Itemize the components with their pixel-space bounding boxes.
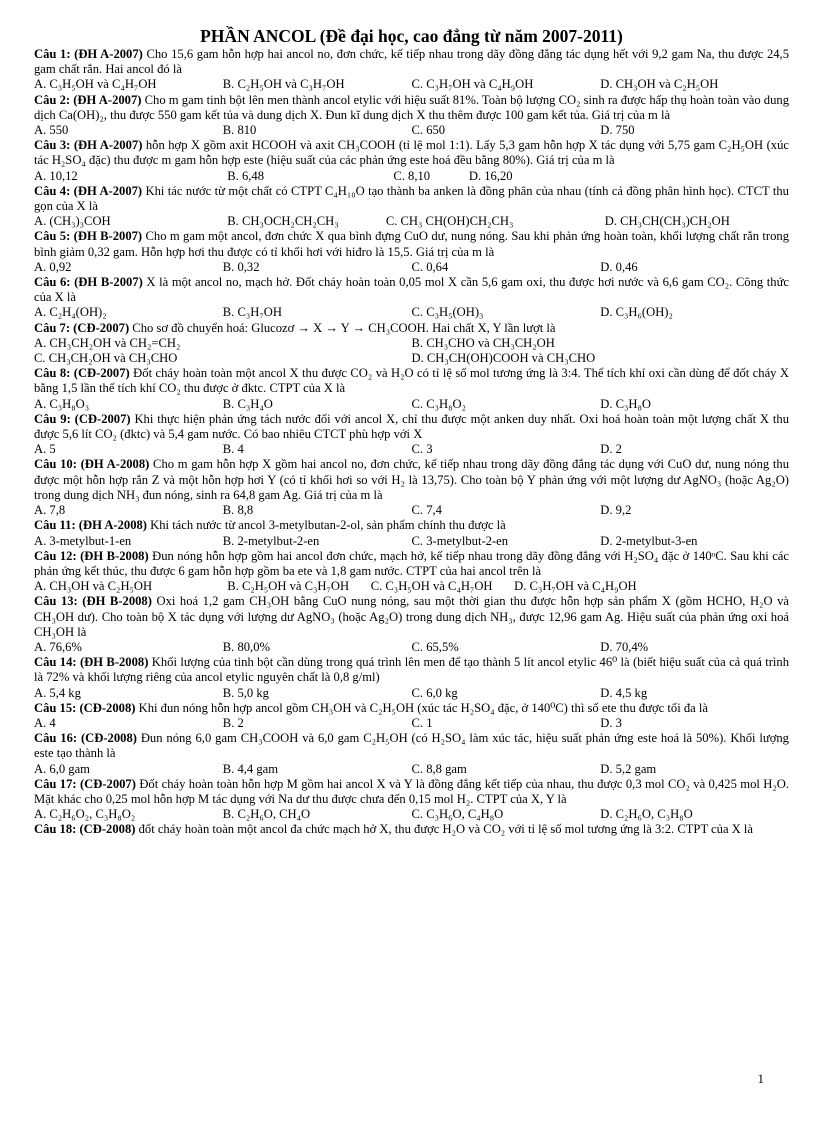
question-15 (34, 701, 789, 731)
question-text (34, 701, 789, 716)
answer-option: D. 2 (600, 442, 622, 457)
question-heading: Câu 3: (ĐH A-2007) (34, 138, 143, 153)
question-13 (34, 594, 789, 655)
question-12 (34, 549, 789, 595)
answer-options-row (34, 442, 789, 457)
answer-option: A. 7,8 (34, 503, 66, 518)
answer-option: A. C₃H₈O₃ (34, 396, 90, 411)
question-16 (34, 731, 789, 777)
question-text (34, 549, 789, 579)
question-text (34, 412, 789, 442)
question-text (34, 518, 789, 533)
question-7 (34, 321, 789, 367)
answer-option: B. C₃H₄O (222, 396, 273, 411)
answer-option: C. 0,64 (411, 259, 449, 274)
question-heading: Câu 14: (ĐH B-2008) (34, 655, 149, 670)
question-body: Khi tách nước từ ancol 3-metylbutan-2-ol, sản phẩm chính thu được là (147, 518, 506, 533)
question-body: Đốt cháy hoàn toàn hỗn hợp M gồm hai ancol X và Y là đồng đẳng kết tiếp của nhau, thu được 0,3 mol CO₂ và 0,425 mol H₂O. Mặt khác cho 0,25 mol hỗn hợp M tác dụng với Na dư thu được chưa đến 0,15 mol H₂. CTPT của X, Y là (34, 776, 789, 806)
answer-option: B. 2 (222, 715, 244, 730)
question-5 (34, 229, 789, 275)
answer-options-row (34, 351, 789, 366)
question-heading: Câu 8: (CĐ-2007) (34, 366, 130, 381)
question-11 (34, 518, 789, 548)
answer-option: D. C₃H₇OH và C₄H₉OH (514, 579, 637, 594)
question-text (34, 731, 789, 761)
answer-option: C. CH₃CH₂OH và CH₃CHO (34, 351, 178, 366)
answer-option: B. C₂H₅OH và C₃H₇OH (227, 579, 350, 594)
question-heading: Câu 11: (ĐH A-2008) (34, 518, 147, 533)
question-body: hỗn hợp X gồm axit HCOOH và axit CH₃COOH (tỉ lệ mol 1:1). Lấy 5,3 gam hỗn hợp X tác dụng với 5,75 gam C₂H₅OH (xúc tác H₂SO₄ đặc) thu được m gam hỗn hợp este (hiệu suất của các phản ứng este hoá đều bằng 80%). Giá trị của m là (34, 138, 789, 168)
answer-option: B. 6,48 (227, 168, 265, 183)
question-text (34, 138, 789, 168)
answer-options-row (34, 686, 789, 701)
answer-option: A. 10,12 (34, 168, 78, 183)
answer-option: A. C₃H₅OH và C₄H₇OH (34, 77, 157, 92)
answer-option: D. 70,4% (600, 639, 649, 654)
question-body: Cho 15,6 gam hỗn hợp hai ancol no, đơn chức, kế tiếp nhau trong dãy đồng đẳng tác dụng hết với 9,2 gam Na, thu được 24,5 gam chất rắn. Hai ancol đó là (34, 47, 789, 77)
answer-option: C. 8,8 gam (411, 761, 467, 776)
answer-option: B. 4 (222, 442, 244, 457)
answer-options-row (34, 305, 789, 320)
question-heading: Câu 5: (ĐH B-2007) (34, 229, 143, 244)
answer-options-row (34, 807, 789, 822)
answer-option: C. C₃H₆O, C₄H₈O (411, 807, 504, 822)
question-body: đốt cháy hoàn toàn một ancol đa chức mạch hở X, thu được H₂O và CO₂ với tỉ lệ số mol tương ứng là 3:2. CTPT của X là (135, 822, 754, 837)
question-8 (34, 366, 789, 412)
answer-option: A. CH₃CH₂OH và CH₂=CH₂ (34, 335, 181, 350)
answer-option: D. 2-metylbut-3-en (600, 533, 698, 548)
answer-option: D. 0,46 (600, 259, 638, 274)
question-1 (34, 47, 789, 93)
question-body: Đun nóng hỗn hợp gồm hai ancol đơn chức, mạch hở, kế tiếp nhau trong dãy đồng đẳng với H₂SO₄ đặc ở 140ᵒC. Sau khi các phản ứng kết thúc, thu được 6 gam hỗn hợp gồm ba ete và 1,8 gam nước. CTPT của hai ancol trên là (34, 548, 789, 578)
question-heading: Câu 1: (ĐH A-2007) (34, 47, 143, 61)
answer-options-row (34, 260, 789, 275)
answer-option: D. C₃H₈O (600, 396, 652, 411)
answer-option: D. 16,20 (468, 168, 513, 183)
answer-options-row (34, 336, 789, 351)
answer-options-row (34, 762, 789, 777)
question-text (34, 777, 789, 807)
question-heading: Câu 13: (ĐH B-2008) (34, 594, 152, 609)
answer-option: C. C₃H₈O₂ (411, 396, 466, 411)
answer-option: B. 5,0 kg (222, 685, 269, 700)
answer-option: B. 0,32 (222, 259, 260, 274)
question-heading: Câu 12: (ĐH B-2008) (34, 548, 149, 563)
answer-option: C. 1 (411, 715, 433, 730)
question-9 (34, 412, 789, 458)
answer-option: B. CH₃CHO và CH₃CH₂OH (411, 335, 555, 350)
question-18 (34, 822, 789, 837)
answer-options-row (34, 77, 789, 92)
question-body: Khi đun nóng hỗn hợp ancol gồm CH₃OH và C₂H₅OH (xúc tác H₂SO₄ đặc, ở 140⁰C) thì số ete thu được tối đa là (135, 700, 708, 715)
answer-options-row (34, 503, 789, 518)
answer-option: A. C₂H₄(OH)₂ (34, 305, 107, 320)
answer-option: B. CH₃OCH₂CH₂CH₃ (227, 214, 339, 229)
answer-option: B. 80,0% (222, 639, 270, 654)
question-heading: Câu 17: (CĐ-2007) (34, 776, 136, 791)
question-text (34, 275, 789, 305)
answer-option: C. 7,4 (411, 503, 442, 518)
answer-option: C. 6,0 kg (411, 685, 458, 700)
answer-option: A. C₂H₆O₂, C₃H₈O₂ (34, 807, 136, 822)
question-text (34, 184, 789, 214)
question-list (34, 47, 789, 838)
answer-option: A. 5,4 kg (34, 685, 81, 700)
question-body: Đun nóng 6,0 gam CH₃COOH và 6,0 gam C₂H₅OH (có H₂SO₄ làm xúc tác, hiệu suất phản ứng este hoá là 50%). Khối lượng este tạo thành là (34, 731, 789, 761)
question-text (34, 229, 789, 259)
answer-option: C. 8,10 (393, 168, 431, 183)
answer-option: B. 2-metylbut-2-en (222, 533, 320, 548)
answer-option: B. C₃H₇OH (222, 305, 282, 320)
answer-option: A. 5 (34, 442, 56, 457)
question-6 (34, 275, 789, 321)
answer-option: D. C₃H₆(OH)₂ (600, 305, 673, 320)
answer-option: A. 550 (34, 123, 69, 138)
answer-option: D. CH₃CH(OH)COOH và CH₃CHO (411, 351, 596, 366)
answer-option: D. 9,2 (600, 503, 632, 518)
question-4 (34, 184, 789, 230)
question-text (34, 594, 789, 640)
answer-options-row (34, 534, 789, 549)
document-page (34, 26, 789, 838)
question-text (34, 655, 789, 685)
question-body: Cho m gam hỗn hợp X gồm hai ancol no, đơn chức, kế tiếp nhau trong dãy đồng đẳng tác dụng với CuO dư, nung nóng thu được một hỗn hợp rắn Z và một hỗn hợp hơi Y (có tỉ khối hơi so với H₂ là 13,75). Cho toàn bộ Y phản ứng với một lượng dư AgNO₃ (hoặc Ag₂O) trong dung dịch NH₃ đun nóng, sinh ra 64,8 gam Ag. Giá trị của m là (34, 457, 789, 502)
answer-option: A. 3-metylbut-1-en (34, 533, 132, 548)
question-body: Khi thực hiện phản ứng tách nước đối với ancol X, chỉ thu được một anken duy nhất. Oxi hoá hoàn toàn một lượng chất X thu được 5,6 lít CO₂ (đktc) và 5,4 gam nước. Có bao nhiêu CTCT phù hợp với X (34, 411, 789, 442)
question-17 (34, 777, 789, 823)
answer-options-row (34, 123, 789, 138)
answer-option: A. 0,92 (34, 259, 72, 274)
answer-option: D. CH₃OH và C₂H₅OH (600, 77, 719, 92)
answer-options-row (34, 716, 789, 731)
question-text (34, 822, 789, 837)
question-heading: Câu 18: (CĐ-2008) (34, 822, 136, 837)
question-heading: Câu 10: (ĐH A-2008) (34, 457, 150, 472)
question-body: Khi tác nước từ một chất có CTPT C₄H₁₀O tạo thành ba anken là đồng phân của nhau (tính cả đồng phân hình học). CTCT thu gọn của X là (34, 183, 789, 214)
answer-options-row (34, 397, 789, 412)
question-body: Đốt cháy hoàn toàn một ancol X thu được CO₂ và H₂O có tỉ lệ số mol tương ứng là 3:4. Thể tích khí oxi cần dùng để đốt cháy X bằng 1,5 lần thể tích khí CO₂ thu được ở đktc. CTPT của X là (34, 366, 789, 396)
answer-option: A. 6,0 gam (34, 761, 90, 776)
answer-options-row (34, 579, 789, 594)
question-heading: Câu 9: (CĐ-2007) (34, 411, 131, 426)
answer-option: C. C₃H₅OH và C₄H₇OH (370, 579, 493, 594)
answer-options-row (34, 640, 789, 655)
answer-option: B. C₂H₆O, CH₄O (222, 807, 311, 822)
answer-option: D. 750 (600, 123, 635, 138)
answer-option: B. 8,8 (222, 503, 254, 518)
answer-options-row (34, 214, 789, 229)
question-heading: Câu 16: (CĐ-2008) (34, 731, 137, 746)
question-text (34, 321, 789, 336)
answer-option: C. C₃H₅(OH)₃ (411, 305, 484, 320)
answer-option: A. 76,6% (34, 639, 82, 654)
answer-option: D. CH₃CH(CH₃)CH₂OH (604, 214, 730, 229)
question-10 (34, 457, 789, 518)
question-text (34, 366, 789, 396)
answer-option: A. (CH₃)₃COH (34, 214, 111, 229)
answer-option: D. C₂H₆O, C₃H₈O (600, 807, 693, 822)
question-text (34, 47, 789, 77)
question-heading: Câu 7: (CĐ-2007) (34, 320, 130, 335)
page-number: 1 (757, 1071, 764, 1086)
answer-option: C. 650 (411, 123, 446, 138)
question-body: Cho m gam tinh bột lên men thành ancol etylic với hiệu suất 81%. Toàn bộ lượng CO₂ sinh ra được hấp thụ hoàn toàn vào dung dịch Ca(OH)₂, thu được 550 gam kết tủa và dung dịch X. Đun kĩ dung dịch X thu thêm được 100 gam kết tủa. Giá trị của m là (34, 92, 789, 122)
question-2 (34, 93, 789, 139)
question-14 (34, 655, 789, 701)
answer-option: B. C₂H₅OH và C₃H₇OH (222, 77, 345, 92)
answer-option: C. 65,5% (411, 639, 459, 654)
page-title: PHẦN ANCOL (Đề đại học, cao đẳng từ năm 2007-2011) (200, 26, 623, 46)
answer-option: A. 4 (34, 715, 56, 730)
answer-option: B. 4,4 gam (222, 761, 279, 776)
answer-option: B. 810 (222, 123, 257, 138)
answer-option: D. 5,2 gam (600, 761, 657, 776)
question-heading: Câu 15: (CĐ-2008) (34, 700, 136, 715)
question-body: X là một ancol no, mạch hở. Đốt cháy hoàn toàn 0,05 mol X cần 5,6 gam oxi, thu được hơi nước và 6,6 gam CO₂. Công thức của X là (34, 275, 789, 305)
answer-option: D. 4,5 kg (600, 685, 648, 700)
question-heading: Câu 4: (ĐH A-2007) (34, 183, 143, 198)
question-body: Khối lượng của tinh bột cần dùng trong quá trình lên men để tạo thành 5 lít ancol etylic 46⁰ là (biết hiệu suất của cả quá trình là 72% và khối lượng riêng của ancol etylic nguyên chất là 0,8 g/ml) (34, 655, 789, 685)
question-body: Cho m gam một ancol, đơn chức X qua bình đựng CuO dư, nung nóng. Sau khi phản ứng hoàn toàn, khối lượng chất rắn trong bình giảm 0,32 gam. Hỗn hợp hơi thu được có tỉ khối hơi với hiđro là 15,5. Giá trị của m là (34, 229, 789, 259)
answer-option: C. 3 (411, 442, 433, 457)
question-heading: Câu 2: (ĐH A-2007) (34, 92, 142, 107)
answer-option: C. C₃H₇OH và C₄H₉OH (411, 77, 534, 92)
question-body: Cho sơ đồ chuyển hoá: Glucozơ → X → Y → CH₃COOH. Hai chất X, Y lần lượt là (129, 320, 556, 335)
answer-option: A. CH₃OH và C₂H₅OH (34, 579, 153, 594)
answer-option: D. 3 (600, 715, 622, 730)
answer-options-row (34, 169, 789, 184)
question-3 (34, 138, 789, 184)
question-text (34, 93, 789, 123)
answer-option: C. CH₃ CH(OH)CH₂CH₃ (385, 214, 514, 229)
answer-option: C. 3-metylbut-2-en (411, 533, 509, 548)
question-body: Oxi hoá 1,2 gam CH₃OH bằng CuO nung nóng, sau một thời gian thu được hỗn hợp sản phẩm X (gồm HCHO, H₂O và CH₃OH dư). Cho toàn bộ X tác dụng với lượng dư AgNO₃ (hoặc Ag₂O) trong dung dịch NH₃, được 12,96 gam Ag. Hiệu suất của phản ứng oxi hoá CH₃OH là (34, 594, 789, 639)
question-heading: Câu 6: (ĐH B-2007) (34, 275, 143, 290)
question-text (34, 457, 789, 503)
